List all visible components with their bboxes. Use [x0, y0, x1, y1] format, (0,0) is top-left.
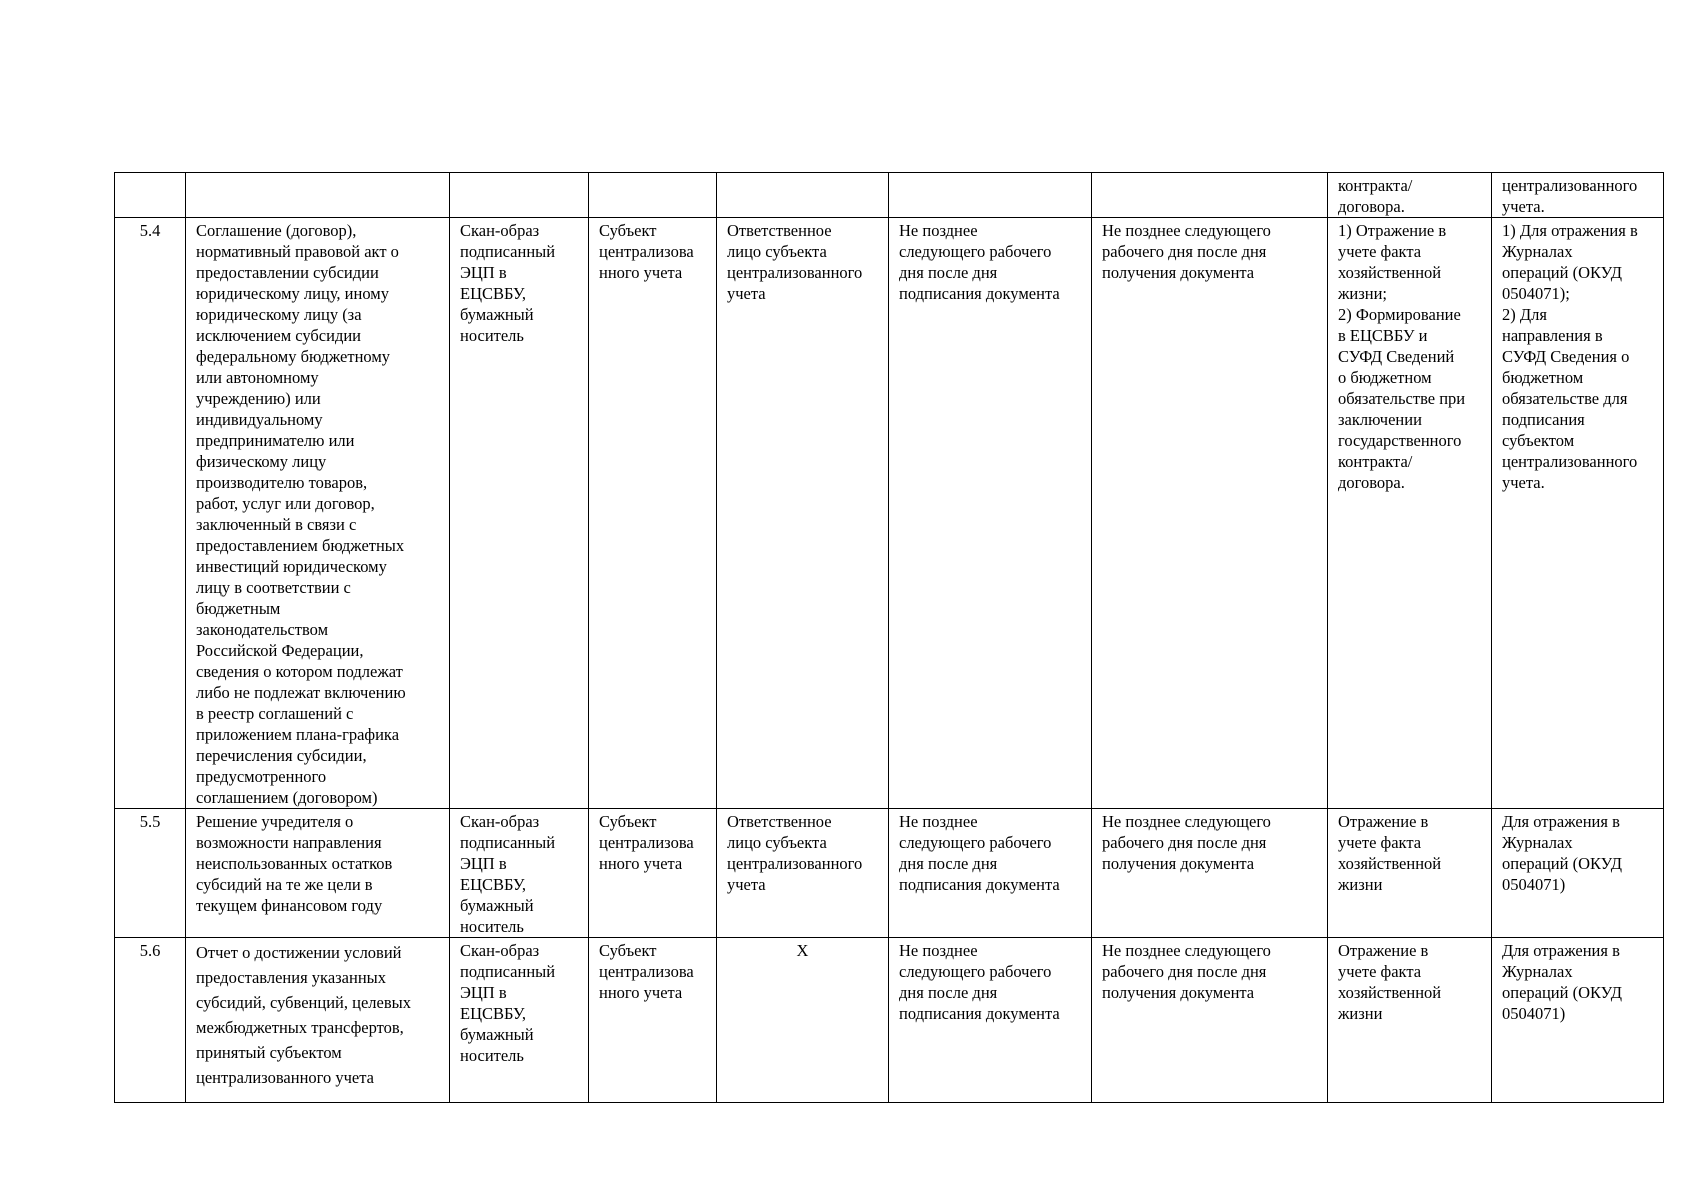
responsible-cell: Х: [717, 938, 889, 1103]
deadline-submit-cell: [1092, 173, 1328, 218]
table-row: [115, 809, 1664, 938]
deadline-create-cell: [889, 173, 1092, 218]
table-row-continuation: [115, 173, 1664, 218]
action-cell: Отражение в учете факта хозяйственной жизни: [1328, 938, 1492, 1103]
document-format-cell: Скан-образ подписанный ЭЦП в ЕЦСВБУ, бумажный носитель: [450, 809, 589, 938]
originator-cell: Субъект централизова нного учета: [589, 938, 717, 1103]
deadline-create-cell: Не позднее следующего рабочего дня после дня подписания документа: [889, 938, 1092, 1103]
deadline-create-cell: Не позднее следующего рабочего дня после дня подписания документа: [889, 809, 1092, 938]
originator-cell: [589, 173, 717, 218]
document-format-cell: Скан-образ подписанный ЭЦП в ЕЦСВБУ, бумажный носитель: [450, 938, 589, 1103]
action-cell: контракта/ договора.: [1328, 173, 1492, 218]
purpose-cell: Для отражения в Журналах операций (ОКУД 0504071): [1492, 809, 1664, 938]
responsible-cell: Ответственное лицо субъекта централизованного учета: [717, 809, 889, 938]
deadline-submit-cell: Не позднее следующего рабочего дня после дня получения документа: [1092, 809, 1328, 938]
document-format-cell: Скан-образ подписанный ЭЦП в ЕЦСВБУ, бумажный носитель: [450, 218, 589, 809]
action-cell: Отражение в учете факта хозяйственной жизни: [1328, 809, 1492, 938]
originator-cell: Субъект централизова нного учета: [589, 809, 717, 938]
document-format-cell: [450, 173, 589, 218]
document-name-cell: Решение учредителя о возможности направления неиспользованных остатков субсидий на те же цели в текущем финансовом году: [186, 809, 450, 938]
row-number: 5.6: [115, 938, 186, 1103]
document-table: [114, 172, 1664, 1103]
purpose-cell: централизованного учета.: [1492, 173, 1664, 218]
responsible-cell: Ответственное лицо субъекта централизованного учета: [717, 218, 889, 809]
responsible-cell: [717, 173, 889, 218]
action-cell: 1) Отражение в учете факта хозяйственной жизни; 2) Формирование в ЕЦСВБУ и СУФД Сведений о бюджетном обязательстве при заключении государственного контракта/ договора.: [1328, 218, 1492, 809]
originator-cell: Субъект централизова нного учета: [589, 218, 717, 809]
purpose-cell: Для отражения в Журналах операций (ОКУД 0504071): [1492, 938, 1664, 1103]
row-number: [115, 173, 186, 218]
table-row: [115, 218, 1664, 809]
purpose-cell: 1) Для отражения в Журналах операций (ОКУД 0504071); 2) Для направления в СУФД Сведения о бюджетном обязательстве для подписания субъектом централизованного учета.: [1492, 218, 1664, 809]
document-name-cell: Соглашение (договор), нормативный правовой акт о предоставлении субсидии юридическому лицу, иному юридическому лицу (за исключением субсидии федеральному бюджетному или автономному учреждению) или индивидуальному предпринимателю или физическому лицу производителю товаров, работ, услуг или договор, заключенный в связи с предоставлением бюджетных инвестиций юридическому лицу в соответствии с бюджетным законодательством Российской Федерации, сведения о котором подлежат либо не подлежат включению в реестр соглашений с приложением плана-графика перечисления субсидии, предусмотренного соглашением (договором): [186, 218, 450, 809]
row-number: 5.4: [115, 218, 186, 809]
row-number: 5.5: [115, 809, 186, 938]
deadline-submit-cell: Не позднее следующего рабочего дня после дня получения документа: [1092, 218, 1328, 809]
document-name-cell: Отчет о достижении условий предоставления указанных субсидий, субвенций, целевых межбюджетных трансфертов, принятый субъектом централизованного учета: [186, 938, 450, 1103]
table-row: [115, 938, 1664, 1103]
deadline-submit-cell: Не позднее следующего рабочего дня после дня получения документа: [1092, 938, 1328, 1103]
document-name-cell: [186, 173, 450, 218]
deadline-create-cell: Не позднее следующего рабочего дня после дня подписания документа: [889, 218, 1092, 809]
